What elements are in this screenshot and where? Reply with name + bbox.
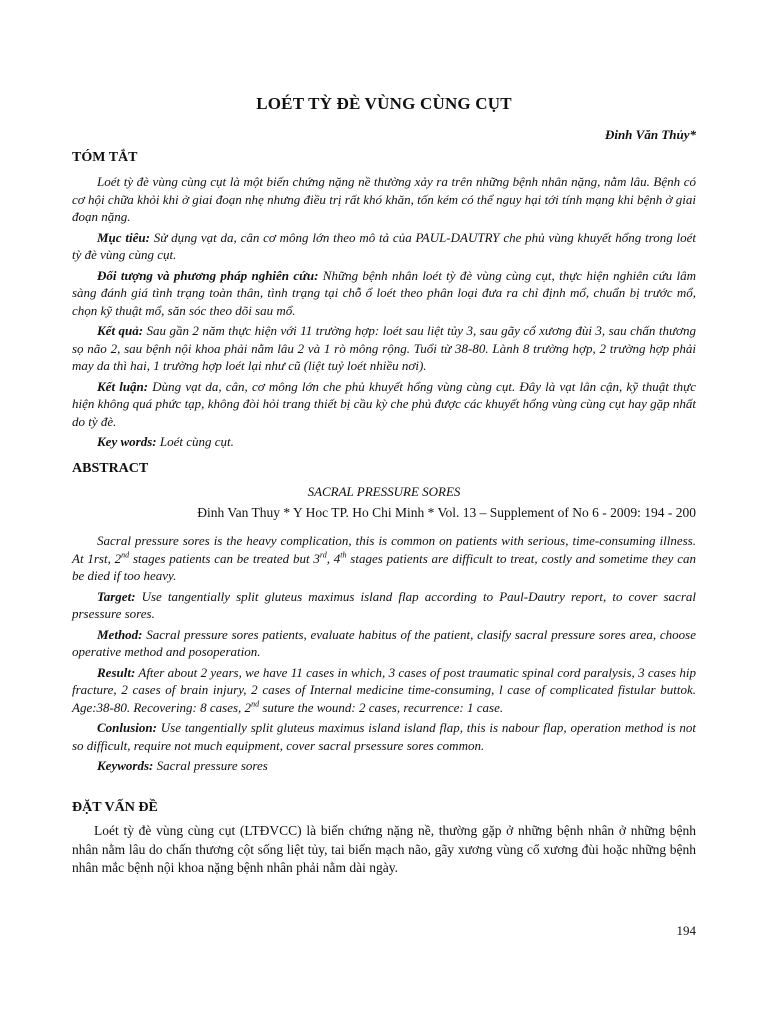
tomtat-section — [72, 173, 696, 454]
sup-nd: nd — [251, 699, 260, 709]
muctieu-label: Mục tiêu: — [97, 229, 150, 245]
abstract-section — [72, 532, 696, 778]
tomtat-ketqua — [72, 322, 696, 375]
abstract-target — [72, 588, 696, 623]
method-label: Method: — [97, 626, 143, 642]
result-label: Result: — [97, 664, 136, 680]
target-label: Target: — [97, 588, 136, 604]
doituong-text: Những bệnh nhân loét tỳ đè vùng cùng cụt, thực hiện nghiên cứu lâm sàng đánh giá tình trạng toàn thân, tình trạng tại chỗ ổ loét theo phân loại đưa ra chỉ định mổ, chuẩn bị trước mổ, chọn kỹ thuật mổ, săn sóc theo dõi sau mổ. — [72, 267, 696, 318]
result-text-end: suture the wound: 2 cases, recurrence: 1 case. — [259, 699, 504, 715]
tomtat-heading: TÓM TẮT — [72, 150, 138, 165]
citation-line: Đinh Van Thuy * Y Hoc TP. Ho Chi Minh * Vol. 13 – Supplement of No 6 - 2009: 194 - 200 — [197, 505, 696, 520]
method-text: Sacral pressure sores patients, evaluate habitus of the patient, clasify sacral pressure sores area, choose operative method and posoperation. — [72, 626, 696, 659]
sup-nd: nd — [121, 550, 130, 560]
result-text: After about 2 years, we have 11 cases in which, 3 cases of post traumatic spinal cord paralysis, 3 cases hip fracture, 2 cases of brain injury, 2 cases of Internal medicine time-consuming, l case of complicated fistular buttok. Age:38-80. Recovering: 8 cases, 2 — [72, 664, 696, 715]
abstract-result — [72, 664, 696, 717]
abstract-heading: ABSTRACT — [72, 461, 149, 476]
tomtat-keywords — [72, 433, 696, 451]
abstract-subtitle: SACRAL PRESSURE SORES — [307, 484, 461, 499]
tomtat-doituong — [72, 267, 696, 320]
ketluan-label: Kết luận: — [97, 378, 149, 394]
target-text: Use tangentially split gluteus maximus island flap according to Paul-Dautry report, to cover sacral prsessure sores. — [72, 588, 696, 621]
abstract-keywords — [72, 757, 696, 775]
abstract-conclusion — [72, 719, 696, 754]
sup-th: th — [340, 550, 347, 560]
page-number: 194 — [676, 923, 696, 938]
muctieu-text: Sử dụng vạt da, cân cơ mông lớn theo mô tả của PAUL-DAUTRY che phủ vùng khuyết hổng trong loét tỳ đè vùng cùng cụt. — [72, 229, 696, 262]
conclusion-text: Use tangentially split gluteus maximus island island flap, this is nabour flap, operation method is not so difficult, require not much equipment, cover sacral prsessure sores common. — [72, 720, 696, 753]
tomtat-ketluan — [72, 378, 696, 431]
ketqua-label: Kết quả: — [97, 323, 144, 338]
sup-rd: rd — [319, 550, 327, 560]
keywords-label-vi: Key words: — [97, 434, 157, 449]
doituong-label: Đối tượng và phương pháp nghiên cứu: — [97, 267, 319, 283]
ketluan-text: Dùng vạt da, cân, cơ mông lớn che phủ khuyết hổng vùng cùng cụt. Đây là vạt lân cận, kỹ thuật thực hiện không quá phức tạp, không đòi hỏi trang thiết bị cầu kỳ che phủ được các khuyết hổng vùng cùng cụt hay gặp nhất do tỳ đè. — [72, 378, 696, 429]
keywords-text-en: Sacral pressure sores — [153, 758, 268, 773]
author-name: Đinh Văn Thủy* — [604, 127, 696, 142]
tomtat-intro: Loét tỳ đè vùng cùng cụt là một biến chứng nặng nề thường xảy ra trên những bệnh nhân nặng, nằm lâu. Bệnh có cơ hội chữa khỏi khi ở giai đoạn nhẹ nhưng điều trị rất khó khăn, tốn kém có thể nguy hại tới tính mạng khi bệnh ở giai đoạn nặng. — [72, 174, 696, 224]
abstract-intro-part: stages patients are difficult to treat, costly and sometime they can be died if too heavy. — [72, 550, 696, 583]
ketqua-text: Sau gần 2 năm thực hiện với 11 trường hợp: loét sau liệt tủy 3, sau gãy cổ xương đùi 3, sau chấn thương sọ não 2, sau bệnh nội khoa phải nằm lâu 2 và 1 rò mông rộng. Tuổi từ 38-80. Lành 8 trường hợp, 2 trường hợp phải may da thì hai, 1 trường hợp loét lại như cũ (liệt tuỷ loét nhiều nơi). — [72, 323, 696, 373]
tomtat-muctieu — [72, 229, 696, 264]
datvande-heading: ĐẶT VẤN ĐỀ — [72, 800, 158, 815]
keywords-label-en: Keywords: — [97, 758, 154, 773]
abstract-intro-part: , 4 — [326, 550, 341, 566]
keywords-text-vi: Loét cùng cụt. — [156, 434, 234, 449]
abstract-intro-part: stages patients can be treated but 3 — [129, 550, 320, 566]
conclusion-label: Conlusion: — [97, 720, 157, 735]
paper-title: LOÉT TỲ ĐÈ VÙNG CÙNG CỤT — [256, 94, 512, 113]
abstract-intro-part: Sacral pressure sores is the heavy complication, this is common on patients with serious, time-consuming illness. At 1rst, 2 — [72, 533, 696, 566]
datvande-text: Loét tỳ đè vùng cùng cụt (LTĐVCC) là biến chứng nặng nề, thường gặp ở những bệnh nhân ở những bệnh nhân nằm lâu do chấn thương cột sống liệt tủy, tai biến mạch não, gãy xương vùng cổ xương đùi hoặc những bệnh nhân mắc bệnh nội khoa nặng bệnh nhân phải nằm dài ngày. — [72, 823, 696, 875]
datvande-section — [72, 822, 696, 881]
abstract-intro — [72, 532, 696, 585]
abstract-method — [72, 626, 696, 661]
